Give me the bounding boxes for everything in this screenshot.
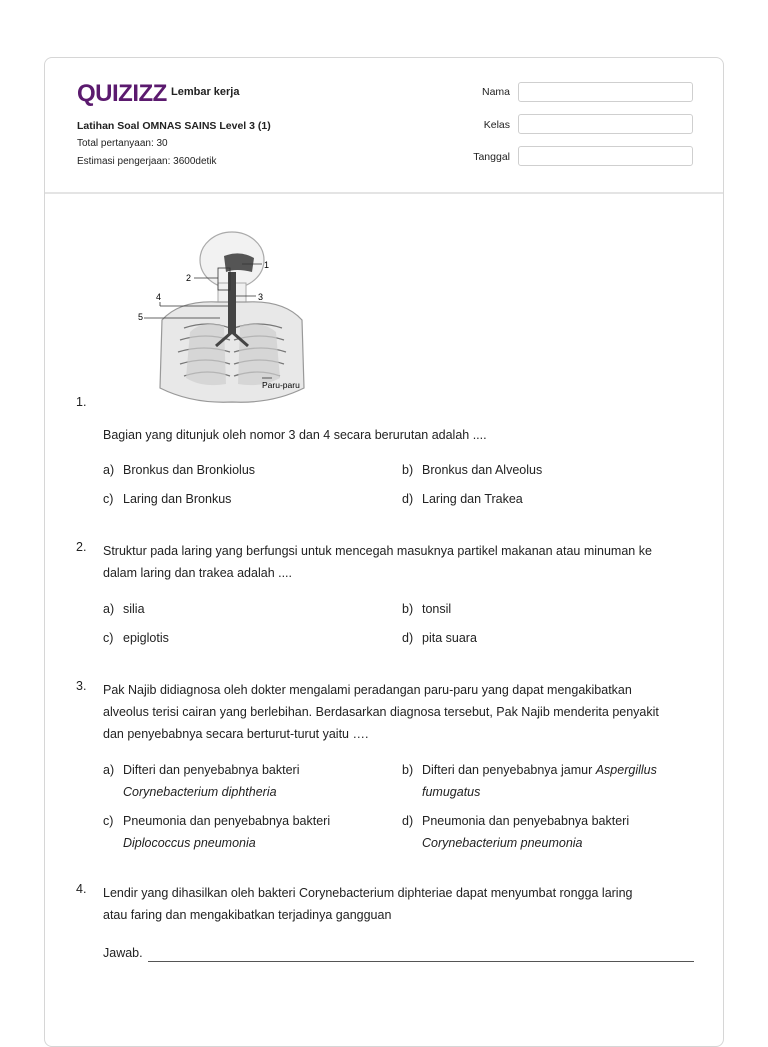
name-field[interactable] [518,82,693,102]
estimated-time: Estimasi pengerjaan: 3600detik [77,156,217,167]
question-1-option-c[interactable]: c) Laring dan Bronkus [103,492,232,506]
question-3-option-c[interactable]: c) Pneumonia dan penyebabnya bakteri Diplococcus pneumonia [103,814,331,850]
nasal-cavity [224,253,254,272]
question-2-option-b[interactable]: b) tonsil [402,602,452,616]
question-3-option-d[interactable]: d) Pneumonia dan penyebabnya bakteri Corynebacterium pneumonia [402,814,630,850]
class-field[interactable] [518,114,693,134]
question-3-text: Pak Najib didiagnosa oleh dokter mengalami peradangan paru-paru yang dapat mengakibatkan alveolus terisi cairan yang berlebihan. Berdasarkan diagnosa tersebut, Pak Najib menderita penyakit dan penyebabnya secara berturut-turut yaitu …. [103,683,659,741]
question-1-option-a[interactable]: a) Bronkus dan Bronkiolus [103,463,256,477]
respiratory-system-diagram [132,228,312,404]
diagram-label-5: 5 [138,312,144,322]
question-1-option-d[interactable]: d) Laring dan Trakea [402,492,523,506]
trachea-shape [228,272,236,334]
diagram-label-1: 1 [264,260,270,270]
worksheet-type-label: Lembar kerja [171,86,240,98]
class-label: Kelas [483,119,510,131]
question-1-option-b[interactable]: b) Bronkus dan Alveolus [402,463,543,477]
date-field[interactable] [518,146,693,166]
question-1-number: 1. [76,395,87,409]
quizizz-logo: QUIZIZZ [77,80,167,107]
date-label: Tanggal [473,151,510,163]
question-2-number: 2. [76,540,87,554]
answer-line[interactable] [148,961,694,962]
worksheet-header [45,58,723,194]
diagram-label-4: 4 [156,292,162,302]
diagram-label-lungs: Paru-paru [262,380,300,390]
question-4-text: Lendir yang dihasilkan oleh bakteri Corynebacterium diphteriae dapat menyumbat rongga laring atau faring dan mengakibatkan terjadinya gangguan [103,886,633,922]
question-2-option-a[interactable]: a) silia [103,602,145,616]
diagram-label-2: 2 [186,273,192,283]
question-4-number: 4. [76,882,87,896]
question-3-number: 3. [76,679,87,693]
question-3-option-a[interactable]: a) Difteri dan penyebabnya bakteri Corynebacterium diphtheria [103,763,300,799]
answer-label: Jawab. [103,946,143,960]
total-questions: Total pertanyaan: 30 [77,138,168,149]
question-2-option-c[interactable]: c) epiglotis [103,631,169,645]
name-label: Nama [481,86,510,98]
question-2-text: Struktur pada laring yang berfungsi untuk mencegah masuknya partikel makanan atau minuman ke dalam laring dan trakea adalah .... [103,544,652,580]
question-1-text: Bagian yang ditunjuk oleh nomor 3 dan 4 secara berurutan adalah .... [103,428,487,442]
right-lung [238,324,280,385]
question-3-option-b[interactable]: b) Difteri dan penyebabnya jamur Aspergillus fumugatus [402,763,657,799]
diagram-label-3: 3 [258,292,264,302]
left-lung [186,324,226,385]
worksheet-title: Latihan Soal OMNAS SAINS Level 3 (1) [77,120,271,132]
question-2-option-d[interactable]: d) pita suara [402,631,477,645]
